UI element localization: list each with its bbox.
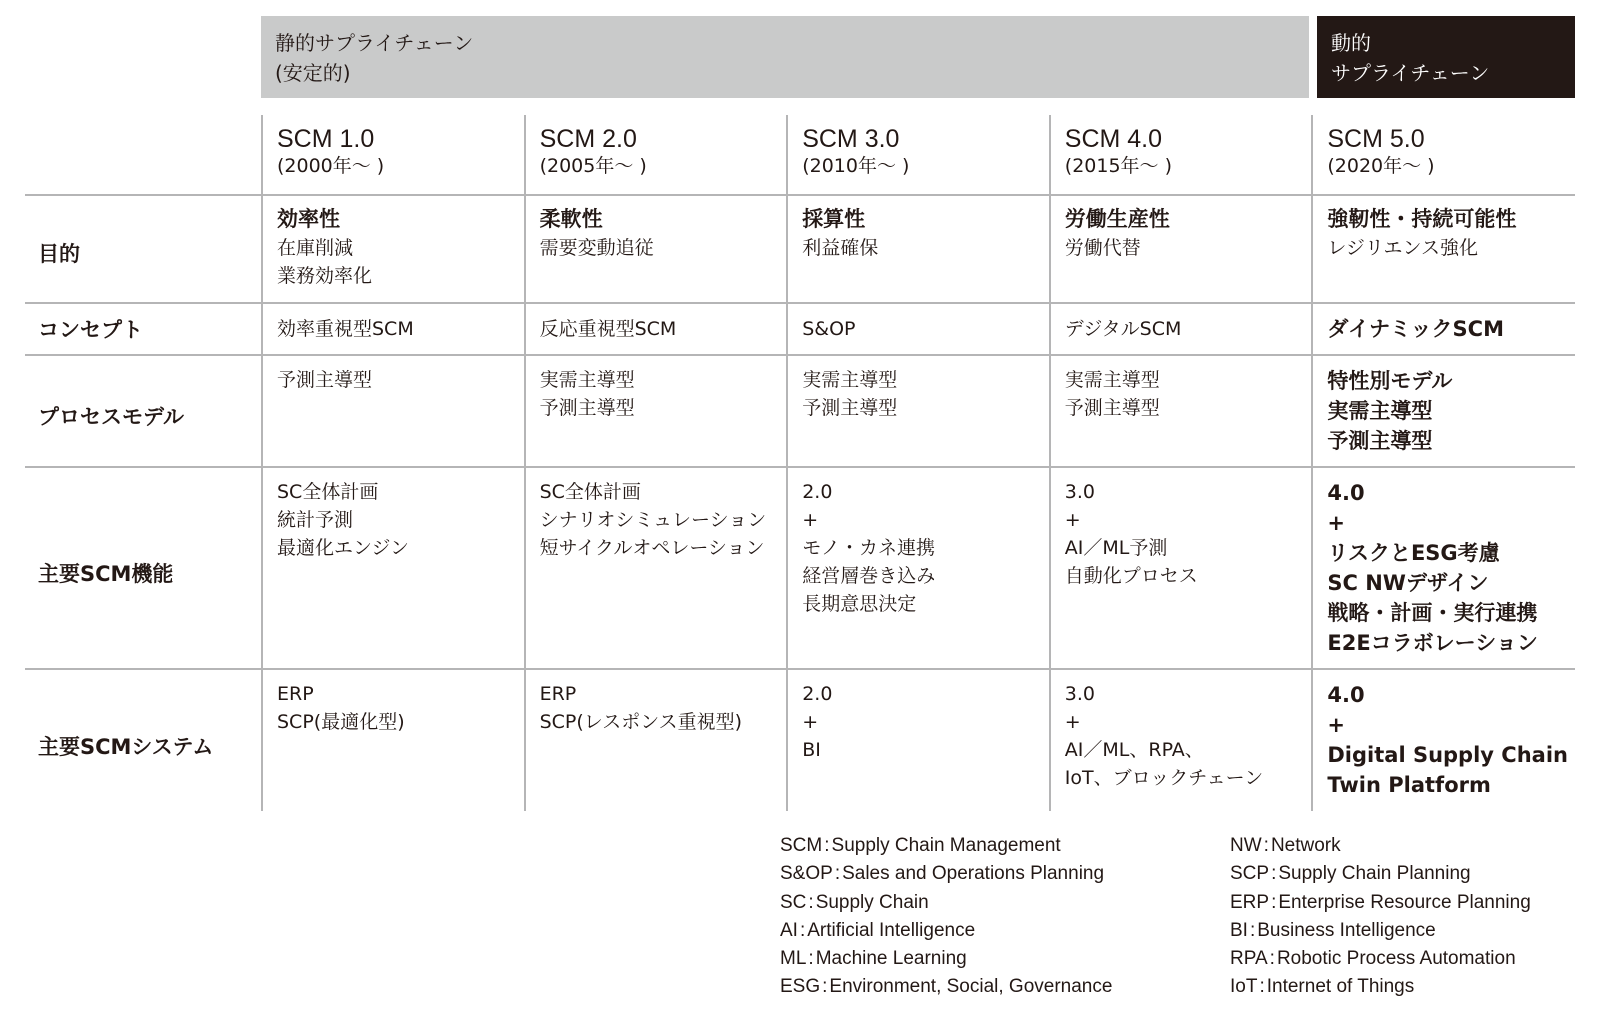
cell-line: 最適化エンジン [277, 537, 410, 559]
cell-line: モノ・カネ連携 [802, 537, 935, 559]
process-cell-scm5 [1312, 355, 1575, 467]
table-row-purpose [25, 195, 1575, 303]
systems-cell-scm2 [525, 669, 788, 811]
cell-line: ERP [539, 683, 577, 705]
band-title: 静的サプライチェーン [275, 31, 474, 55]
generation-name: SCM 2.0 [539, 125, 637, 153]
glossary-abbr: ESG [780, 976, 821, 998]
cell-line: Digital Supply Chain [1327, 743, 1568, 767]
cell-line: SCP(レスポンス重視型) [539, 711, 743, 733]
row-label: 主要SCMシステム [38, 734, 214, 759]
generation-year: (2000年〜 ) [277, 155, 385, 177]
glossary-right [1230, 832, 1531, 1002]
glossary-item: IoT : Internet of Things [1230, 976, 1415, 998]
glossary-full: Supply Chain Management [831, 835, 1061, 856]
cell-heading: 効率性 [277, 207, 340, 231]
generation-name: SCM 5.0 [1327, 125, 1425, 153]
generation-header-scm3 [787, 115, 1050, 195]
cell-line: IoT、ブロックチェーン [1064, 767, 1264, 789]
cell-heading: 採算性 [802, 207, 866, 231]
systems-cell-scm4 [1050, 669, 1313, 811]
concept-cell-scm4 [1050, 303, 1313, 355]
cell-line: 予測主導型 [277, 369, 373, 391]
cell-line: + [1064, 509, 1081, 531]
glossary-abbr: ML [780, 948, 807, 970]
cell-line: リスクとESG考慮 [1327, 541, 1500, 565]
functions-cell-scm3 [787, 467, 1050, 669]
cell-line: 在庫削減 [277, 237, 354, 259]
generation-year: (2005年〜 ) [539, 155, 647, 177]
cell-line: SC全体計画 [277, 481, 379, 503]
systems-cell-scm3 [787, 669, 1050, 811]
glossary-abbr: IoT [1230, 976, 1258, 998]
cell-line: 反応重視型SCM [539, 318, 677, 340]
generation-header-scm4 [1050, 115, 1313, 195]
cell-line: 予測主導型 [1064, 397, 1160, 419]
cell-heading: 労働生産性 [1064, 207, 1170, 231]
glossary-item: SC : Supply Chain [780, 891, 929, 913]
cell-line: 4.0 [1327, 481, 1365, 505]
glossary-full: Enterprise Resource Planning [1278, 891, 1531, 913]
row-label: プロセスモデル [25, 355, 262, 467]
generation-name: SCM 3.0 [802, 125, 900, 153]
cell-line: + [1327, 713, 1345, 737]
purpose-cell-scm4 [1050, 195, 1313, 303]
cell-line: Twin Platform [1327, 773, 1491, 797]
generation-header-scm1 [262, 115, 525, 195]
table-row-main-systems [25, 669, 1575, 811]
glossary-item: ESG : Environment, Social, Governance [780, 976, 1113, 998]
glossary-left [780, 832, 1112, 1002]
generation-year: (2010年〜 ) [802, 155, 910, 177]
cell-line: レジリエンス強化 [1327, 237, 1478, 259]
cell-line: 3.0 [1064, 683, 1095, 705]
band-subtitle: (安定的) [275, 61, 351, 85]
corner-cell [25, 115, 262, 195]
concept-cell-scm5 [1312, 303, 1575, 355]
glossary-abbr: ERP [1230, 891, 1270, 913]
purpose-cell-scm2 [525, 195, 788, 303]
glossary-item: SCP : Supply Chain Planning [1230, 863, 1471, 885]
generation-header-row [25, 115, 1575, 195]
table-row-concept [25, 303, 1575, 355]
process-cell-scm2 [525, 355, 788, 467]
cell-line: 業務効率化 [277, 265, 373, 287]
glossary-item: BI : Business Intelligence [1230, 919, 1436, 941]
glossary-item: AI : Artificial Intelligence [780, 919, 976, 941]
band-title: 動的 [1331, 31, 1371, 55]
cell-line: 実需主導型 [802, 369, 898, 391]
table-row-process-model [25, 355, 1575, 467]
cell-line: BI [802, 739, 821, 761]
glossary-abbr: SC [780, 891, 807, 913]
purpose-cell-scm3 [787, 195, 1050, 303]
process-cell-scm1 [262, 355, 525, 467]
cell-line: S&OP [802, 318, 856, 340]
cell-line: + [1327, 511, 1345, 535]
cell-line: AI／ML予測 [1064, 537, 1168, 559]
row-label: 主要SCM機能 [25, 467, 262, 669]
static-supply-chain-band [261, 16, 1309, 98]
functions-cell-scm2 [525, 467, 788, 669]
cell-line: 短サイクルオペレーション [539, 537, 765, 559]
glossary-item: S&OP : Sales and Operations Planning [780, 863, 1105, 885]
band-subtitle: サプライチェーン [1331, 61, 1490, 85]
cell-line: SC全体計画 [539, 481, 641, 503]
generation-header-scm5 [1312, 115, 1575, 195]
systems-cell-scm5 [1312, 669, 1575, 811]
glossary-item: ERP : Enterprise Resource Planning [1230, 891, 1531, 913]
glossary-abbr: NW [1230, 835, 1262, 856]
functions-cell-scm4 [1050, 467, 1313, 669]
glossary-full: Network [1270, 835, 1341, 856]
glossary-abbr: AI [780, 919, 798, 941]
cell-line: 自動化プロセス [1064, 565, 1198, 587]
generation-name: SCM 1.0 [277, 125, 375, 153]
glossary-item: RPA : Robotic Process Automation [1230, 948, 1516, 970]
glossary-abbr: SCM [780, 835, 823, 856]
glossary-full: Supply Chain [815, 891, 929, 913]
glossary-abbr: BI [1230, 919, 1248, 941]
functions-cell-scm1 [262, 467, 525, 669]
cell-line: E2Eコラボレーション [1327, 631, 1538, 655]
cell-line: 利益確保 [802, 237, 879, 259]
glossary-full: Sales and Operations Planning [842, 863, 1105, 885]
cell-line: + [802, 711, 819, 733]
glossary-abbr: RPA [1230, 948, 1268, 970]
cell-line: SCP(最適化型) [277, 711, 405, 733]
row-label: 目的 [25, 195, 262, 303]
cell-line: AI／ML、RPA、 [1064, 739, 1204, 761]
systems-cell-scm1 [262, 669, 525, 811]
cell-line: 実需主導型 [1327, 399, 1433, 423]
concept-cell-scm1 [262, 303, 525, 355]
cell-line: シナリオシミュレーション [539, 509, 767, 531]
glossary-full: Artificial Intelligence [807, 919, 976, 941]
cell-line: 予測主導型 [539, 397, 635, 419]
cell-line: 特性別モデル [1327, 369, 1453, 393]
cell-line: 戦略・計画・実行連携 [1327, 601, 1538, 625]
table-row-main-functions [25, 467, 1575, 669]
generation-year: (2020年〜 ) [1327, 155, 1435, 177]
cell-line: 長期意思決定 [802, 593, 917, 615]
generation-name: SCM 4.0 [1064, 125, 1163, 153]
purpose-cell-scm1 [262, 195, 525, 303]
cell-line: 労働代替 [1064, 237, 1141, 259]
generation-header-scm2 [525, 115, 788, 195]
glossary-item: NW : Network [1230, 835, 1341, 856]
glossary-item: ML : Machine Learning [780, 948, 967, 970]
generation-year: (2015年〜 ) [1064, 155, 1172, 177]
glossary-full: Machine Learning [815, 948, 967, 970]
dynamic-supply-chain-band [1317, 16, 1575, 98]
cell-heading: 柔軟性 [539, 207, 603, 231]
cell-line: 実需主導型 [539, 369, 635, 391]
cell-line: 実需主導型 [1064, 369, 1160, 391]
glossary-item: SCM : Supply Chain Management [780, 835, 1061, 856]
cell-heading: 強靭性・持続可能性 [1327, 207, 1517, 231]
cell-line: 2.0 [802, 481, 833, 503]
row-label: コンセプト [25, 303, 262, 355]
cell-line: ERP [277, 683, 314, 705]
cell-line: 予測主導型 [1327, 429, 1433, 453]
glossary-full: Robotic Process Automation [1276, 948, 1516, 970]
cell-line: 経営層巻き込み [802, 565, 936, 587]
cell-line: + [1064, 711, 1081, 733]
cell-line: 3.0 [1064, 481, 1095, 503]
cell-line: 需要変動追従 [539, 237, 654, 259]
scm-evolution-table [25, 115, 1575, 811]
cell-line: SC NWデザイン [1327, 571, 1489, 595]
cell-line: 2.0 [802, 683, 833, 705]
cell-line: デジタルSCM [1064, 318, 1182, 340]
functions-cell-scm5 [1312, 467, 1575, 669]
cell-line: 統計予測 [277, 509, 354, 531]
glossary-abbr: S&OP [780, 863, 833, 885]
glossary-full: Environment, Social, Governance [829, 976, 1113, 998]
cell-line: 4.0 [1327, 683, 1365, 707]
glossary-full: Supply Chain Planning [1278, 863, 1471, 885]
process-cell-scm3 [787, 355, 1050, 467]
cell-line: + [802, 509, 819, 531]
concept-cell-scm3 [787, 303, 1050, 355]
cell-line: 効率重視型SCM [277, 318, 414, 340]
cell-line: ダイナミックSCM [1327, 317, 1504, 341]
glossary-full: Internet of Things [1266, 976, 1415, 998]
purpose-cell-scm5 [1312, 195, 1575, 303]
concept-cell-scm2 [525, 303, 788, 355]
process-cell-scm4 [1050, 355, 1313, 467]
glossary-abbr: SCP [1230, 863, 1270, 885]
cell-line: 予測主導型 [802, 397, 898, 419]
glossary-full: Business Intelligence [1257, 919, 1436, 941]
